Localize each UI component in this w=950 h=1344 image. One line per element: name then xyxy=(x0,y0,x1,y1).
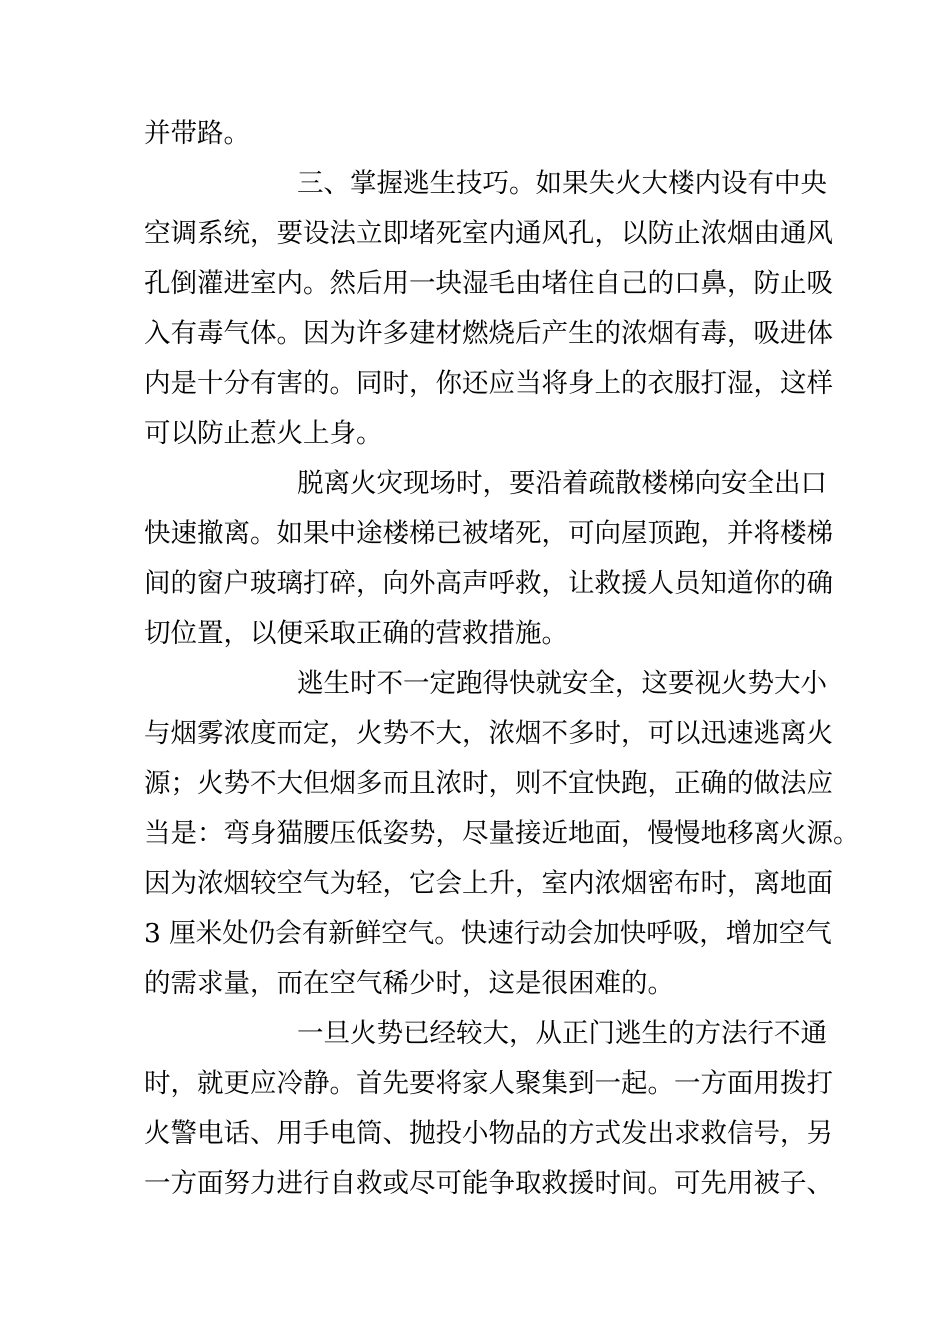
paragraph-2-line-1: 三、掌握逃生技巧。如果失火大楼内设有中央 xyxy=(297,168,827,199)
paragraph-3-line-2: 快速撤离。如果中途楼梯已被堵死，可向屋顶跑，并将楼梯 xyxy=(144,518,833,549)
paragraph-4-line-4: 当是：弯身猫腰压低姿势，尽量接近地面，慢慢地移离火源。 xyxy=(144,818,860,849)
paragraph-3-line-3: 间的窗户玻璃打碎，向外高声呼救，让救援人员知道你的确 xyxy=(144,568,833,599)
paragraph-4-line-1: 逃生时不一定跑得快就安全，这要视火势大小 xyxy=(297,668,827,699)
paragraph-4-line-7: 的需求量，而在空气稀少时，这是很困难的。 xyxy=(144,968,674,999)
paragraph-5-line-2: 时，就更应冷静。首先要将家人聚集到一起。一方面用拨打 xyxy=(144,1068,833,1099)
paragraph-2-line-5: 内是十分有害的。同时，你还应当将身上的衣服打湿，这样 xyxy=(144,368,833,399)
paragraph-5-line-1: 一旦火势已经较大，从正门逃生的方法行不通 xyxy=(297,1018,827,1049)
paragraph-4-line-6: 3 厘米处仍会有新鲜空气。快速行动会加快呼吸，增加空气 xyxy=(144,918,832,949)
paragraph-1-line-1: 并带路。 xyxy=(144,118,250,149)
paragraph-4-line-2: 与烟雾浓度而定，火势不大，浓烟不多时，可以迅速逃离火 xyxy=(144,718,833,749)
paragraph-5-line-3: 火警电话、用手电筒、抛投小物品的方式发出求救信号，另 xyxy=(144,1118,833,1149)
paragraph-2-line-4: 入有毒气体。因为许多建材燃烧后产生的浓烟有毒，吸进体 xyxy=(144,318,833,349)
paragraph-3-line-1: 脱离火灾现场时，要沿着疏散楼梯向安全出口 xyxy=(297,468,827,499)
paragraph-2-line-6: 可以防止惹火上身。 xyxy=(144,418,383,449)
paragraph-4-line-5: 因为浓烟较空气为轻，它会上升，室内浓烟密布时，离地面 xyxy=(144,868,833,899)
paragraph-3-line-4: 切位置，以便采取正确的营救措施。 xyxy=(144,618,568,649)
paragraph-4-line-3: 源；火势不大但烟多而且浓时，则不宜快跑，正确的做法应 xyxy=(144,768,833,799)
paragraph-2-line-2: 空调系统，要设法立即堵死室内通风孔，以防止浓烟由通风 xyxy=(144,218,833,249)
paragraph-2-line-3: 孔倒灌进室内。然后用一块湿毛由堵住自己的口鼻，防止吸 xyxy=(144,268,833,299)
paragraph-5-line-4: 一方面努力进行自救或尽可能争取救援时间。可先用被子、 xyxy=(144,1168,833,1199)
